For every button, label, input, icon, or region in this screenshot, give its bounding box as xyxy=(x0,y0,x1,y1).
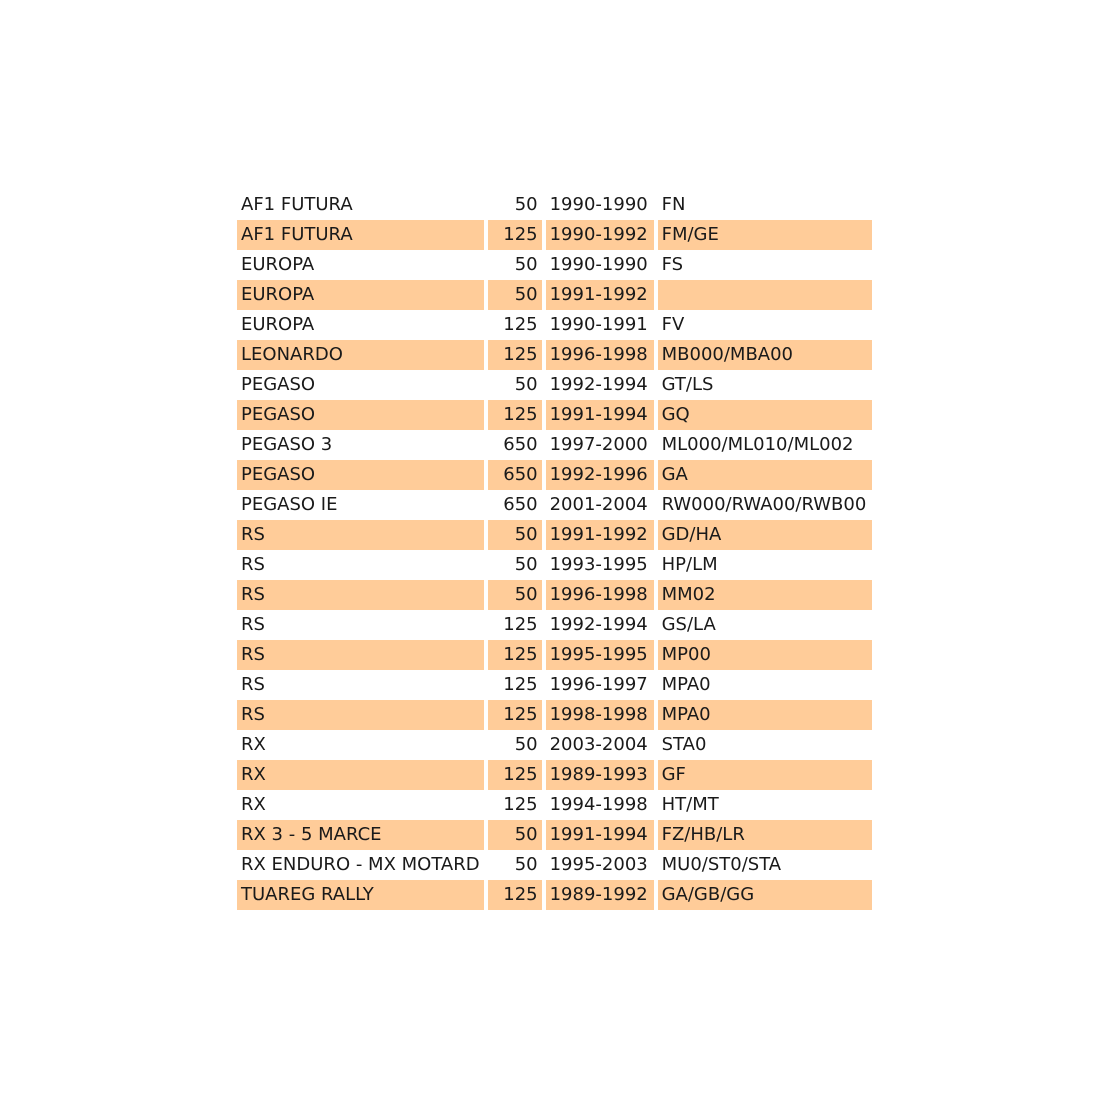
years-cell: 1997-2000 xyxy=(549,434,648,455)
years-cell: 1990-1990 xyxy=(549,254,648,275)
table-row xyxy=(237,520,872,550)
model-cell: RS xyxy=(237,640,484,670)
table-row xyxy=(237,400,872,430)
years-cell: 1990-1992 xyxy=(546,220,654,250)
model-cell: PEGASO xyxy=(241,374,316,395)
cc-cell: 125 xyxy=(503,794,538,815)
years-cell: 1995-2003 xyxy=(549,854,648,875)
cc-cell: 125 xyxy=(488,880,542,910)
code-cell: MPA0 xyxy=(658,700,872,730)
code-cell: FN xyxy=(661,194,686,215)
model-cell: AF1 FUTURA xyxy=(241,194,353,215)
cc-cell: 125 xyxy=(488,640,542,670)
model-cell: RS xyxy=(241,554,265,575)
cc-cell: 125 xyxy=(488,760,542,790)
model-cell: RX 3 - 5 MARCE xyxy=(237,820,484,850)
cc-cell: 650 xyxy=(503,434,538,455)
model-cell: PEGASO 3 xyxy=(241,434,333,455)
table-row xyxy=(237,670,872,700)
table-body xyxy=(237,190,872,910)
model-cell: RS xyxy=(237,520,484,550)
code-cell: GD/HA xyxy=(658,520,872,550)
cc-cell: 50 xyxy=(488,280,542,310)
cc-cell: 50 xyxy=(514,374,538,395)
cc-cell: 125 xyxy=(503,614,538,635)
model-cell: RX xyxy=(241,794,266,815)
table-row xyxy=(237,730,872,760)
code-cell: GS/LA xyxy=(661,614,716,635)
years-cell: 2001-2004 xyxy=(549,494,648,515)
cc-cell: 50 xyxy=(488,520,542,550)
code-cell: GF xyxy=(658,760,872,790)
code-cell: MU0/ST0/STA xyxy=(661,854,782,875)
years-cell: 1991-1992 xyxy=(546,280,654,310)
model-compatibility-table xyxy=(233,190,876,910)
code-cell: GA xyxy=(658,460,872,490)
years-cell: 1996-1998 xyxy=(546,580,654,610)
table-row xyxy=(237,700,872,730)
code-cell: FZ/HB/LR xyxy=(658,820,872,850)
table-row xyxy=(237,880,872,910)
table-row xyxy=(237,370,872,400)
table-row xyxy=(237,640,872,670)
table-row xyxy=(237,790,872,820)
model-cell: RS xyxy=(237,580,484,610)
years-cell: 1998-1998 xyxy=(546,700,654,730)
table-row xyxy=(237,490,872,520)
code-cell: RW000/RWA00/RWB00 xyxy=(661,494,867,515)
code-cell xyxy=(658,280,872,310)
model-cell: AF1 FUTURA xyxy=(237,220,484,250)
cc-cell: 50 xyxy=(514,734,538,755)
model-cell: RS xyxy=(237,700,484,730)
model-cell: RX ENDURO - MX MOTARD xyxy=(241,854,480,875)
table-row xyxy=(237,460,872,490)
code-cell: FS xyxy=(661,254,684,275)
model-cell: EUROPA xyxy=(241,254,315,275)
cc-cell: 650 xyxy=(503,494,538,515)
model-cell: EUROPA xyxy=(237,280,484,310)
cc-cell: 50 xyxy=(514,194,538,215)
years-cell: 1993-1995 xyxy=(549,554,648,575)
years-cell: 1996-1997 xyxy=(549,674,648,695)
table-row xyxy=(237,550,872,580)
code-cell: FV xyxy=(661,314,685,335)
table-row xyxy=(237,610,872,640)
code-cell: GT/LS xyxy=(661,374,714,395)
years-cell: 1995-1995 xyxy=(546,640,654,670)
table-row xyxy=(237,310,872,340)
code-cell: STA0 xyxy=(661,734,707,755)
cc-cell: 50 xyxy=(514,854,538,875)
code-cell: GQ xyxy=(658,400,872,430)
model-cell: RX xyxy=(241,734,266,755)
model-cell: PEGASO IE xyxy=(241,494,338,515)
years-cell: 1992-1994 xyxy=(549,374,648,395)
cc-cell: 125 xyxy=(503,674,538,695)
table-row xyxy=(237,820,872,850)
model-cell: PEGASO xyxy=(237,460,484,490)
cc-cell: 125 xyxy=(488,700,542,730)
years-cell: 1991-1992 xyxy=(546,520,654,550)
code-cell: FM/GE xyxy=(658,220,872,250)
years-cell: 1990-1990 xyxy=(549,194,648,215)
code-cell: GA/GB/GG xyxy=(658,880,872,910)
table-row xyxy=(237,340,872,370)
years-cell: 1992-1994 xyxy=(549,614,648,635)
code-cell: HP/LM xyxy=(661,554,718,575)
model-cell: LEONARDO xyxy=(237,340,484,370)
code-cell: HT/MT xyxy=(661,794,719,815)
code-cell: MM02 xyxy=(658,580,872,610)
cc-cell: 50 xyxy=(488,580,542,610)
table-row xyxy=(237,580,872,610)
table-row xyxy=(237,850,872,880)
cc-cell: 50 xyxy=(514,554,538,575)
years-cell: 1991-1994 xyxy=(546,820,654,850)
model-cell: PEGASO xyxy=(237,400,484,430)
model-cell: RS xyxy=(241,674,265,695)
model-cell: TUAREG RALLY xyxy=(237,880,484,910)
years-cell: 1992-1996 xyxy=(546,460,654,490)
cc-cell: 125 xyxy=(488,220,542,250)
years-cell: 1996-1998 xyxy=(546,340,654,370)
table-row xyxy=(237,220,872,250)
model-cell: RS xyxy=(241,614,265,635)
years-cell: 1991-1994 xyxy=(546,400,654,430)
cc-cell: 50 xyxy=(514,254,538,275)
code-cell: MB000/MBA00 xyxy=(658,340,872,370)
cc-cell: 650 xyxy=(488,460,542,490)
cc-cell: 50 xyxy=(488,820,542,850)
table-row xyxy=(237,760,872,790)
code-cell: MPA0 xyxy=(661,674,711,695)
table-row xyxy=(237,190,872,220)
table-row xyxy=(237,430,872,460)
model-cell: RX xyxy=(237,760,484,790)
years-cell: 1994-1998 xyxy=(549,794,648,815)
years-cell: 2003-2004 xyxy=(549,734,648,755)
years-cell: 1989-1992 xyxy=(546,880,654,910)
code-cell: MP00 xyxy=(658,640,872,670)
code-cell: ML000/ML010/ML002 xyxy=(661,434,854,455)
cc-cell: 125 xyxy=(488,340,542,370)
table-row xyxy=(237,250,872,280)
table-row xyxy=(237,280,872,310)
cc-cell: 125 xyxy=(488,400,542,430)
model-cell: EUROPA xyxy=(241,314,315,335)
years-cell: 1989-1993 xyxy=(546,760,654,790)
cc-cell: 125 xyxy=(503,314,538,335)
years-cell: 1990-1991 xyxy=(549,314,648,335)
